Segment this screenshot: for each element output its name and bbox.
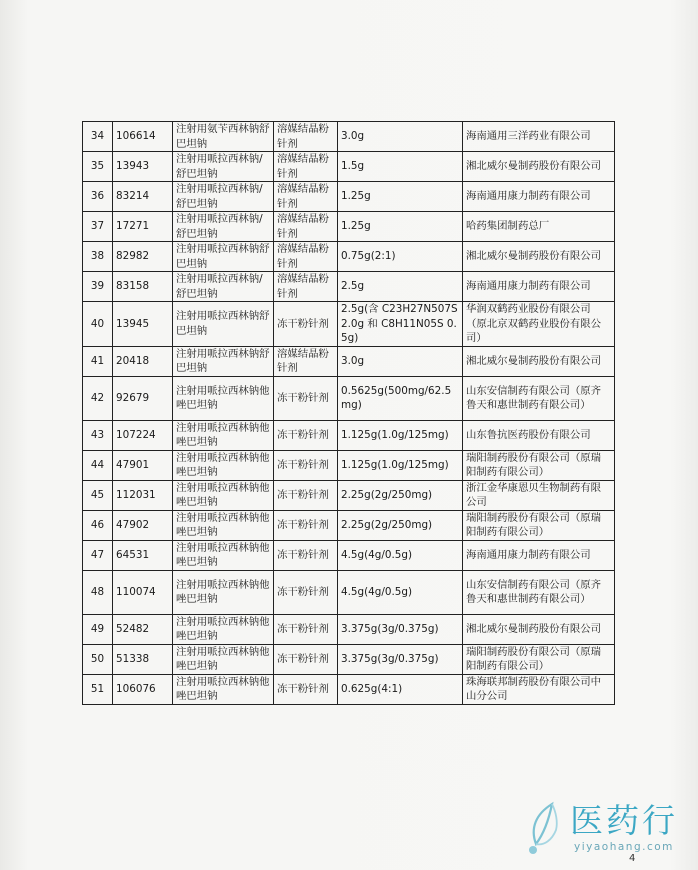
cell-company: 山东鲁抗医药股份有限公司 xyxy=(463,420,615,450)
table-row xyxy=(83,212,615,242)
drug-table xyxy=(82,121,615,705)
cell-no: 41 xyxy=(83,346,113,376)
cell-code: 52482 xyxy=(113,614,173,644)
cell-no: 38 xyxy=(83,242,113,272)
watermark-text: 医药行 xyxy=(570,801,678,840)
cell-no: 37 xyxy=(83,212,113,242)
cell-no: 36 xyxy=(83,182,113,212)
cell-form: 冻干粉针剂 xyxy=(274,540,338,570)
cell-spec: 3.0g xyxy=(338,122,463,152)
cell-no: 35 xyxy=(83,152,113,182)
cell-name: 注射用哌拉西林钠舒巴坦钠 xyxy=(173,346,274,376)
cell-spec: 2.5g(含 C23H27N507S 2.0g 和 C8H11N05S 0.5g) xyxy=(338,302,463,347)
cell-spec: 0.625g(4:1) xyxy=(338,674,463,704)
watermark xyxy=(522,800,692,862)
cell-spec: 1.125g(1.0g/125mg) xyxy=(338,420,463,450)
cell-form: 冻干粉针剂 xyxy=(274,376,338,420)
cell-code: 107224 xyxy=(113,420,173,450)
cell-code: 83158 xyxy=(113,272,173,302)
cell-form: 冻干粉针剂 xyxy=(274,674,338,704)
cell-spec: 1.125g(1.0g/125mg) xyxy=(338,450,463,480)
cell-no: 45 xyxy=(83,480,113,510)
cell-company: 浙江金华康恩贝生物制药有限公司 xyxy=(463,480,615,510)
table-row xyxy=(83,420,615,450)
cell-no: 39 xyxy=(83,272,113,302)
table-row xyxy=(83,450,615,480)
table-row xyxy=(83,272,615,302)
cell-no: 48 xyxy=(83,570,113,614)
cell-no: 47 xyxy=(83,540,113,570)
cell-spec: 4.5g(4g/0.5g) xyxy=(338,570,463,614)
cell-name: 注射用哌拉西林钠他唑巴坦钠 xyxy=(173,540,274,570)
leaf-logo-icon xyxy=(522,800,568,856)
cell-spec: 3.375g(3g/0.375g) xyxy=(338,644,463,674)
watermark-url: yiyaohang.com xyxy=(574,841,674,853)
cell-company: 湘北威尔曼制药股份有限公司 xyxy=(463,242,615,272)
cell-name: 注射用哌拉西林钠他唑巴坦钠 xyxy=(173,480,274,510)
cell-form: 溶媒结晶粉针剂 xyxy=(274,182,338,212)
cell-code: 82982 xyxy=(113,242,173,272)
cell-form: 溶媒结晶粉针剂 xyxy=(274,346,338,376)
cell-no: 34 xyxy=(83,122,113,152)
cell-no: 49 xyxy=(83,614,113,644)
table-body xyxy=(83,122,615,705)
cell-company: 海南通用康力制药有限公司 xyxy=(463,272,615,302)
cell-name: 注射用哌拉西林钠舒巴坦钠 xyxy=(173,302,274,347)
cell-company: 瑞阳制药股份有限公司（原瑞阳制药有限公司） xyxy=(463,644,615,674)
cell-company: 海南通用康力制药有限公司 xyxy=(463,182,615,212)
cell-code: 112031 xyxy=(113,480,173,510)
cell-name: 注射用哌拉西林钠他唑巴坦钠 xyxy=(173,570,274,614)
cell-form: 溶媒结晶粉针剂 xyxy=(274,272,338,302)
cell-spec: 0.75g(2:1) xyxy=(338,242,463,272)
cell-no: 51 xyxy=(83,674,113,704)
cell-spec: 3.0g xyxy=(338,346,463,376)
cell-no: 43 xyxy=(83,420,113,450)
cell-code: 17271 xyxy=(113,212,173,242)
cell-no: 40 xyxy=(83,302,113,347)
cell-company: 湘北威尔曼制药股份有限公司 xyxy=(463,152,615,182)
cell-name: 注射用哌拉西林钠/舒巴坦钠 xyxy=(173,152,274,182)
table-row xyxy=(83,674,615,704)
cell-name: 注射用哌拉西林钠他唑巴坦钠 xyxy=(173,450,274,480)
cell-company: 华润双鹤药业股份有限公司（原北京双鹤药业股份有限公司） xyxy=(463,302,615,347)
cell-no: 46 xyxy=(83,510,113,540)
cell-company: 山东安信制药有限公司（原齐鲁天和惠世制药有限公司） xyxy=(463,376,615,420)
cell-form: 冻干粉针剂 xyxy=(274,570,338,614)
cell-name: 注射用哌拉西林钠舒巴坦钠 xyxy=(173,242,274,272)
page-number: 4 xyxy=(629,853,636,864)
cell-spec: 4.5g(4g/0.5g) xyxy=(338,540,463,570)
cell-form: 冻干粉针剂 xyxy=(274,420,338,450)
cell-code: 106614 xyxy=(113,122,173,152)
cell-spec: 3.375g(3g/0.375g) xyxy=(338,614,463,644)
table-row xyxy=(83,152,615,182)
cell-code: 64531 xyxy=(113,540,173,570)
cell-form: 溶媒结晶粉针剂 xyxy=(274,122,338,152)
cell-form: 冻干粉针剂 xyxy=(274,614,338,644)
table-row xyxy=(83,570,615,614)
cell-code: 51338 xyxy=(113,644,173,674)
cell-spec: 1.25g xyxy=(338,212,463,242)
cell-name: 注射用哌拉西林钠他唑巴坦钠 xyxy=(173,674,274,704)
cell-form: 冻干粉针剂 xyxy=(274,450,338,480)
cell-name: 注射用哌拉西林钠他唑巴坦钠 xyxy=(173,510,274,540)
cell-company: 海南通用康力制药有限公司 xyxy=(463,540,615,570)
cell-form: 冻干粉针剂 xyxy=(274,480,338,510)
cell-spec: 2.25g(2g/250mg) xyxy=(338,480,463,510)
cell-spec: 0.5625g(500mg/62.5mg) xyxy=(338,376,463,420)
cell-form: 冻干粉针剂 xyxy=(274,302,338,347)
cell-spec: 2.5g xyxy=(338,272,463,302)
cell-code: 106076 xyxy=(113,674,173,704)
table-row xyxy=(83,242,615,272)
cell-spec: 1.25g xyxy=(338,182,463,212)
cell-code: 47901 xyxy=(113,450,173,480)
cell-form: 冻干粉针剂 xyxy=(274,510,338,540)
cell-code: 13945 xyxy=(113,302,173,347)
cell-name: 注射用氨苄西林钠舒巴坦钠 xyxy=(173,122,274,152)
cell-company: 瑞阳制药股份有限公司（原瑞阳制药有限公司） xyxy=(463,510,615,540)
table-row xyxy=(83,540,615,570)
table-row xyxy=(83,302,615,347)
cell-form: 溶媒结晶粉针剂 xyxy=(274,242,338,272)
table-row xyxy=(83,376,615,420)
cell-spec: 2.25g(2g/250mg) xyxy=(338,510,463,540)
cell-company: 湘北威尔曼制药股份有限公司 xyxy=(463,614,615,644)
cell-no: 42 xyxy=(83,376,113,420)
cell-company: 山东安信制药有限公司（原齐鲁天和惠世制药有限公司） xyxy=(463,570,615,614)
cell-company: 海南通用三洋药业有限公司 xyxy=(463,122,615,152)
table-row xyxy=(83,480,615,510)
table-row xyxy=(83,614,615,644)
cell-company: 湘北威尔曼制药股份有限公司 xyxy=(463,346,615,376)
cell-code: 92679 xyxy=(113,376,173,420)
table-row xyxy=(83,122,615,152)
cell-code: 110074 xyxy=(113,570,173,614)
cell-form: 溶媒结晶粉针剂 xyxy=(274,152,338,182)
cell-name: 注射用哌拉西林钠/舒巴坦钠 xyxy=(173,182,274,212)
cell-name: 注射用哌拉西林钠他唑巴坦钠 xyxy=(173,644,274,674)
cell-name: 注射用哌拉西林钠他唑巴坦钠 xyxy=(173,420,274,450)
cell-name: 注射用哌拉西林钠/舒巴坦钠 xyxy=(173,212,274,242)
table-row xyxy=(83,510,615,540)
table-row xyxy=(83,644,615,674)
cell-spec: 1.5g xyxy=(338,152,463,182)
cell-name: 注射用哌拉西林钠他唑巴坦钠 xyxy=(173,376,274,420)
cell-company: 珠海联邦制药股份有限公司中山分公司 xyxy=(463,674,615,704)
cell-form: 冻干粉针剂 xyxy=(274,644,338,674)
cell-code: 47902 xyxy=(113,510,173,540)
cell-no: 50 xyxy=(83,644,113,674)
cell-no: 44 xyxy=(83,450,113,480)
cell-company: 哈药集团制药总厂 xyxy=(463,212,615,242)
cell-code: 20418 xyxy=(113,346,173,376)
cell-name: 注射用哌拉西林钠他唑巴坦钠 xyxy=(173,614,274,644)
table-row xyxy=(83,182,615,212)
table-row xyxy=(83,346,615,376)
cell-code: 13943 xyxy=(113,152,173,182)
cell-code: 83214 xyxy=(113,182,173,212)
cell-name: 注射用哌拉西林钠/舒巴坦钠 xyxy=(173,272,274,302)
cell-form: 溶媒结晶粉针剂 xyxy=(274,212,338,242)
cell-company: 瑞阳制药股份有限公司（原瑞阳制药有限公司） xyxy=(463,450,615,480)
